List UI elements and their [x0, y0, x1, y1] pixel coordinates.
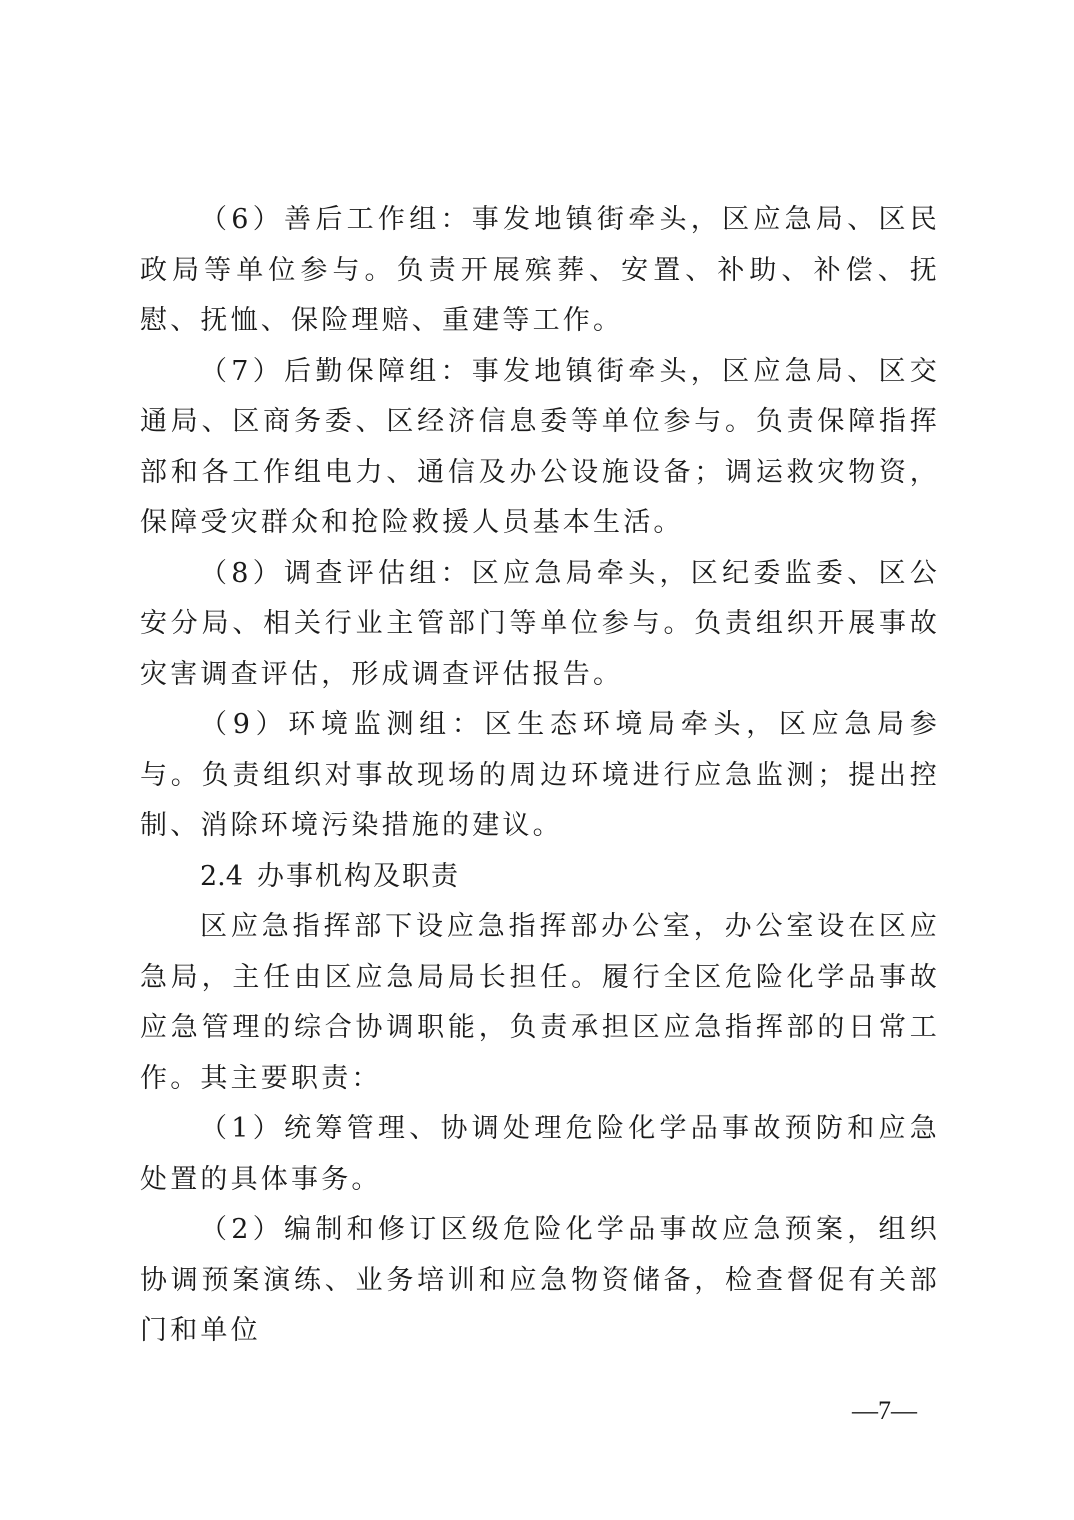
- section-heading: [140, 852, 940, 903]
- paragraph-aftermath-group: （6）善后工作组：事发地镇街牵头，区应急局、区民政局等单位参与。负责开展殡葬、安置、补助、补偿、抚慰、抚恤、保险理赔、重建等工作。: [140, 204, 940, 336]
- paragraph-duty-2: （2）编制和修订区级危险化学品事故应急预案，组织协调预案演练、业务培训和应急物资储备，检查督促有关部门和单位: [140, 1214, 940, 1346]
- paragraph-investigation-group: （8）调查评估组：区应急局牵头，区纪委监委、区公安分局、相关行业主管部门等单位参与。负责组织开展事故灾害调查评估，形成调查评估报告。: [140, 557, 940, 690]
- paragraph-environment-group: （9）环境监测组：区生态环境局牵头，区应急局参与。负责组织对事故现场的周边环境进行应急监测；提出控制、消除环境污染措施的建议。: [140, 709, 940, 841]
- section-title: 办事机构及职责: [256, 860, 460, 892]
- section-number: 2.4: [200, 860, 243, 892]
- paragraph-office-intro: 区应急指挥部下设应急指挥部办公室，办公室设在区应急局，主任由区应急局局长担任。履行全区危险化学品事故应急管理的综合协调职能，负责承担区应急指挥部的日常工作。其主要职责：: [140, 911, 940, 1094]
- document-body: [140, 195, 940, 1357]
- paragraph-duty-1: （1）统筹管理、协调处理危险化学品事故预防和应急处置的具体事务。: [140, 1113, 940, 1195]
- page-number: —7—: [852, 1396, 917, 1425]
- paragraph-logistics-group: （7）后勤保障组：事发地镇街牵头，区应急局、区交通局、区商务委、区经济信息委等单位参与。负责保障指挥部和各工作组电力、通信及办公设施设备；调运救灾物资，保障受灾群众和抢险救援人员基本生活。: [140, 355, 940, 538]
